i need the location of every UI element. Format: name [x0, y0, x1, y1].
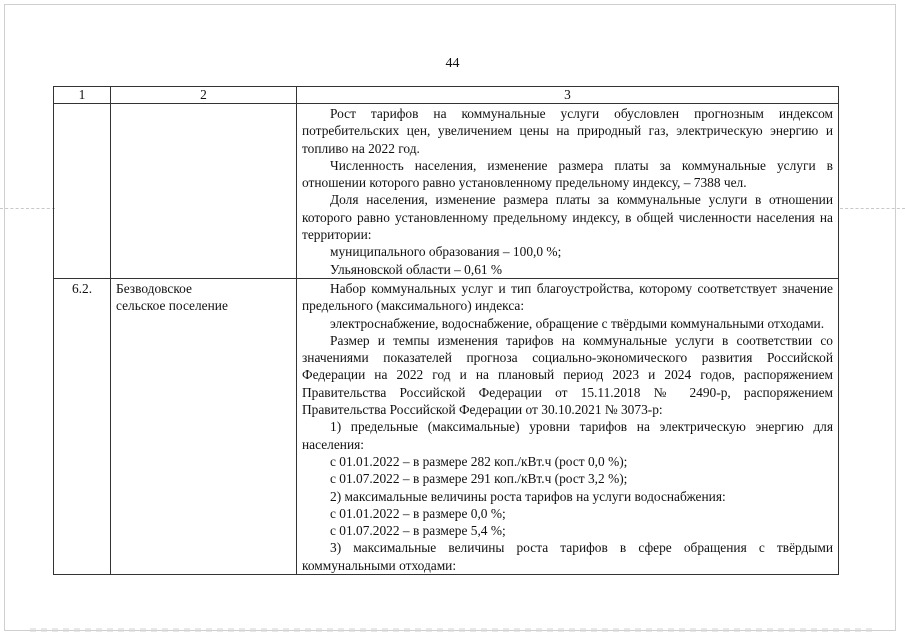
row-number: 6.2.	[54, 278, 111, 574]
description-paragraph: 1) предельные (максимальные) уровни тарифов на электрическую энергию для населения:	[302, 419, 833, 452]
description-paragraph: электроснабжение, водоснабжение, обращение с твёрдыми коммунальными отходами.	[330, 315, 825, 331]
description-paragraph: муниципального образования – 100,0 %;	[330, 244, 562, 260]
scan-artifact	[840, 208, 905, 209]
description-paragraph: с 01.01.2022 – в размере 0,0 %;	[330, 505, 506, 521]
row-number	[54, 104, 111, 279]
column-header: 3	[297, 87, 839, 104]
page-number: 44	[445, 56, 460, 71]
description-paragraph: Размер и темпы изменения тарифов на коммунальные услуги в соответствии со значениями показателей прогноза социально-экономического развития Российской Федерации на 2022 год и на плановый период 2023 и 2024 годов, распоряжением Правительства Российской Федерации от 15.11.2018 № 2490-р, распоряжением Правительства Российской Федерации от 30.10.2021 № 3073-р:	[302, 332, 833, 418]
column-header: 2	[111, 87, 297, 104]
table-row	[54, 278, 839, 574]
scan-artifact	[0, 208, 55, 209]
settlement-name-line: Безводовское	[116, 280, 192, 296]
settlement-name	[111, 104, 297, 279]
settlement-name	[111, 278, 297, 574]
tariff-description	[297, 104, 839, 279]
description-paragraph: Ульяновской области – 0,61 %	[330, 261, 503, 277]
description-paragraph: с 01.01.2022 – в размере 282 коп./кВт.ч (рост 0,0 %);	[330, 453, 628, 469]
tariff-table	[53, 86, 839, 575]
scan-footer-artifact	[30, 628, 875, 632]
description-paragraph: Рост тарифов на коммунальные услуги обусловлен прогнозным индексом потребительских цен, увеличением цены на природный газ, электрическую энергию и топливо на 2022 год.	[302, 106, 833, 156]
description-paragraph: Численность населения, изменение размера платы за коммунальные услуги в отношении которого равно установленному предельному индексу, – 7388 чел.	[302, 157, 833, 191]
description-paragraph: 2) максимальные величины роста тарифов на услуги водоснабжения:	[330, 488, 726, 504]
description-paragraph: с 01.07.2022 – в размере 5,4 %;	[330, 523, 506, 539]
settlement-name-line: сельское поселение	[116, 298, 228, 314]
description-paragraph: Доля населения, изменение размера платы за коммунальные услуги в отношении которого равно установленному предельному индексу, в общей численности населения на территории:	[302, 192, 833, 243]
table-row	[54, 104, 839, 279]
column-header: 1	[54, 87, 111, 104]
tariff-description	[297, 278, 839, 574]
table-header-row	[54, 87, 839, 104]
description-paragraph: с 01.07.2022 – в размере 291 коп./кВт.ч (рост 3,2 %);	[330, 471, 628, 487]
description-paragraph: Набор коммунальных услуг и тип благоустройства, которому соответствует значение предельного (максимального) индекса:	[302, 280, 833, 314]
description-paragraph: 3) максимальные величины роста тарифов в сфере обращения с твёрдыми коммунальными отходами:	[302, 540, 833, 573]
